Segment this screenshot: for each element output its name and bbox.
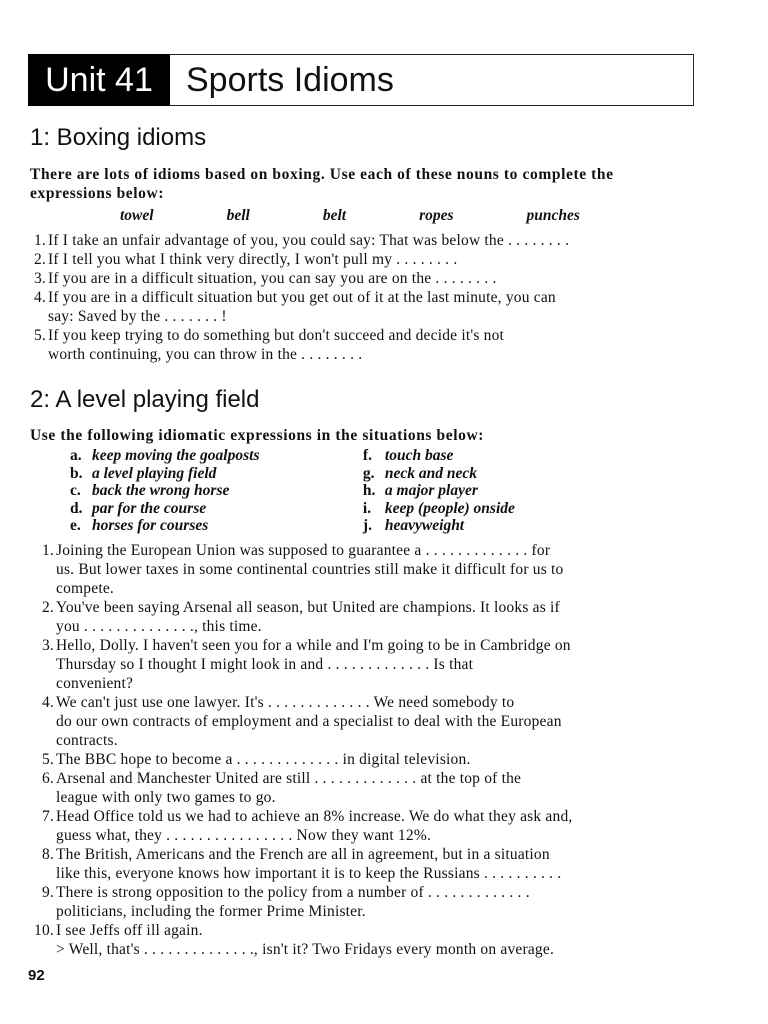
option-letter: j.: [362, 517, 372, 534]
item-indent: [30, 655, 56, 674]
item-text: convenient?: [56, 675, 134, 692]
item-number: 3.: [33, 270, 46, 287]
option-row: [70, 465, 570, 483]
option: [363, 447, 570, 465]
item-number: 7.: [41, 808, 54, 825]
item-text: say: Saved by the . . . . . . . !: [48, 308, 227, 325]
noun-list: [120, 207, 580, 225]
item-indent: [30, 788, 56, 807]
unit-number: Unit 41: [28, 54, 170, 106]
option: [70, 517, 363, 535]
item-text: If you are in a difficult situation but you get out of it at the last minute, you can: [48, 289, 556, 306]
option-text: par for the course: [92, 499, 207, 517]
option-text: neck and neck: [384, 464, 478, 482]
exercise-line: [30, 712, 700, 731]
exercise-item: [30, 326, 700, 364]
item-text: Arsenal and Manchester United are still . . . . . . . . . . . . . at the top of the: [56, 770, 522, 787]
item-indent: [30, 902, 56, 921]
exercise-line: [30, 655, 700, 674]
item-text: There is strong opposition to the policy from a number of . . . . . . . . . . . . .: [56, 884, 530, 901]
option: [363, 500, 570, 518]
item-number: 10.: [34, 922, 54, 939]
exercise-item: [30, 598, 700, 636]
exercise-line: [30, 693, 700, 712]
item-text: Joining the European Union was supposed to guarantee a . . . . . . . . . . . . . for: [56, 542, 551, 559]
item-text: The British, Americans and the French are all in agreement, but in a situation: [56, 846, 550, 863]
exercise-line: [30, 674, 700, 693]
item-indent: [30, 674, 56, 693]
page-number: 92: [28, 967, 45, 984]
exercise-item: [30, 541, 700, 598]
item-indent: [30, 940, 56, 959]
item-text: compete.: [56, 580, 114, 597]
exercise-item: [30, 636, 700, 693]
item-indent: [30, 712, 56, 731]
item-number: 4.: [41, 694, 54, 711]
item-text: league with only two games to go.: [56, 789, 276, 806]
item-number: 3.: [41, 637, 54, 654]
section2-instruction: Use the following idiomatic expressions in the situations below:: [30, 427, 485, 444]
option-text: keep (people) onside: [384, 499, 515, 517]
item-number: 2.: [41, 599, 54, 616]
option-text: heavyweight: [384, 517, 465, 534]
exercise-item: [30, 231, 700, 250]
exercise-line: [30, 231, 700, 250]
option-letter: g.: [362, 464, 375, 482]
item-indent: [30, 617, 56, 636]
exercise-line: [30, 769, 700, 788]
option-letter: d.: [70, 499, 83, 517]
option-row: [70, 482, 570, 500]
option-text: keep moving the goalposts: [92, 447, 260, 464]
option-letter: h.: [362, 482, 376, 499]
item-number: 1.: [41, 542, 54, 559]
exercise-line: [30, 250, 700, 269]
item-indent: [30, 307, 48, 326]
option: [70, 500, 363, 518]
exercise-line: [30, 826, 700, 845]
exercise-line: [30, 940, 700, 959]
item-number: 5.: [33, 327, 46, 344]
option-row: [70, 517, 570, 535]
unit-header: [28, 54, 694, 106]
item-text: > Well, that's . . . . . . . . . . . . . ., isn't it? Two Fridays every month on average.: [56, 941, 555, 958]
exercise-item: [30, 250, 700, 269]
option-text: touch base: [384, 447, 454, 464]
item-text: worth continuing, you can throw in the . . . . . . . .: [48, 346, 363, 363]
item-text: Thursday so I thought I might look in and . . . . . . . . . . . . . Is that: [56, 656, 474, 673]
exercise-line: [30, 598, 700, 617]
item-text: you . . . . . . . . . . . . . ., this time.: [56, 618, 262, 635]
item-indent: [30, 864, 56, 883]
item-text: We can't just use one lawyer. It's . . . . . . . . . . . . . We need somebody to: [56, 694, 515, 711]
item-text: If you keep trying to do something but don't succeed and decide it's not: [48, 327, 505, 344]
noun-item: ropes: [419, 207, 454, 224]
item-text: us. But lower taxes in some continental countries still make it difficult for us to: [56, 561, 564, 578]
option-row: [70, 500, 570, 518]
item-number: 5.: [41, 751, 54, 768]
exercise-item: [30, 750, 700, 769]
item-text: I see Jeffs off ill again.: [56, 922, 203, 939]
option: [70, 465, 363, 483]
section2-exercise-list: [30, 541, 700, 959]
item-number: 2.: [33, 251, 46, 268]
exercise-line: [30, 921, 700, 940]
item-indent: [30, 731, 56, 750]
noun-item: bell: [226, 207, 250, 224]
option-text: back the wrong horse: [92, 482, 230, 499]
exercise-item: [30, 769, 700, 807]
option-letter: b.: [70, 464, 83, 482]
option: [363, 517, 570, 535]
item-text: Hello, Dolly. I haven't seen you for a while and I'm going to be in Cambridge on: [56, 637, 571, 654]
item-indent: [30, 826, 56, 845]
exercise-line: [30, 788, 700, 807]
section2-heading: 2: A level playing field: [30, 386, 260, 413]
option-text: horses for courses: [92, 517, 209, 534]
option: [70, 447, 363, 465]
exercise-line: [30, 541, 700, 560]
item-text: Head Office told us we had to achieve an 8% increase. We do what they ask and,: [56, 808, 573, 825]
exercise-item: [30, 807, 700, 845]
item-text: do our own contracts of employment and a specialist to deal with the European: [56, 713, 562, 730]
exercise-line: [30, 560, 700, 579]
noun-item: belt: [322, 207, 347, 224]
exercise-line: [30, 326, 700, 345]
option: [363, 482, 570, 500]
noun-item: towel: [120, 207, 154, 224]
exercise-line: [30, 579, 700, 598]
exercise-item: [30, 693, 700, 750]
exercise-line: [30, 269, 700, 288]
item-indent: [30, 579, 56, 598]
option-letter: e.: [70, 517, 81, 534]
item-text: The BBC hope to become a . . . . . . . . . . . . . in digital television.: [56, 751, 471, 768]
exercise-line: [30, 864, 700, 883]
option-letter: c.: [70, 482, 81, 499]
exercise-line: [30, 731, 700, 750]
exercise-line: [30, 636, 700, 655]
exercise-line: [30, 902, 700, 921]
section1-heading: 1: Boxing idioms: [30, 124, 207, 151]
item-number: 1.: [33, 232, 46, 249]
exercise-line: [30, 617, 700, 636]
section1-instruction: There are lots of idioms based on boxing. Use each of these nouns to complete the expressions below:: [30, 166, 614, 202]
item-text: If I take an unfair advantage of you, you could say: That was below the . . . . . . . .: [48, 232, 570, 249]
option-letter: a.: [70, 447, 82, 464]
exercise-line: [30, 807, 700, 826]
exercise-item: [30, 288, 700, 326]
option-row: [70, 447, 570, 465]
item-number: 6.: [41, 770, 54, 787]
idiom-options: [70, 447, 570, 535]
item-text: You've been saying Arsenal all season, but United are champions. It looks as if: [56, 599, 560, 616]
option: [363, 465, 570, 483]
exercise-line: [30, 750, 700, 769]
exercise-item: [30, 921, 700, 959]
option-text: a level playing field: [92, 464, 217, 482]
item-text: contracts.: [56, 732, 118, 749]
item-indent: [30, 345, 48, 364]
item-number: 4.: [33, 289, 46, 306]
exercise-line: [30, 288, 700, 307]
section1-exercise-list: [30, 231, 700, 364]
item-text: If you are in a difficult situation, you can say you are on the . . . . . . . .: [48, 270, 497, 287]
option-letter: f.: [362, 447, 372, 464]
exercise-line: [30, 307, 700, 326]
item-text: If I tell you what I think very directly, I won't pull my . . . . . . . .: [48, 251, 458, 268]
item-number: 8.: [41, 846, 54, 863]
item-number: 9.: [41, 884, 54, 901]
exercise-item: [30, 883, 700, 921]
item-text: like this, everyone knows how important it is to keep the Russians . . . . . . . . . .: [56, 865, 562, 882]
option-letter: i.: [362, 499, 372, 517]
exercise-item: [30, 269, 700, 288]
exercise-line: [30, 883, 700, 902]
exercise-line: [30, 845, 700, 864]
item-text: politicians, including the former Prime Minister.: [56, 903, 366, 920]
option-text: a major player: [384, 482, 478, 499]
unit-title: Sports Idioms: [186, 61, 394, 99]
item-text: guess what, they . . . . . . . . . . . . . . . . Now they want 12%.: [56, 827, 432, 844]
item-indent: [30, 560, 56, 579]
option: [70, 482, 363, 500]
noun-item: punches: [526, 207, 580, 224]
exercise-item: [30, 845, 700, 883]
exercise-line: [30, 345, 700, 364]
